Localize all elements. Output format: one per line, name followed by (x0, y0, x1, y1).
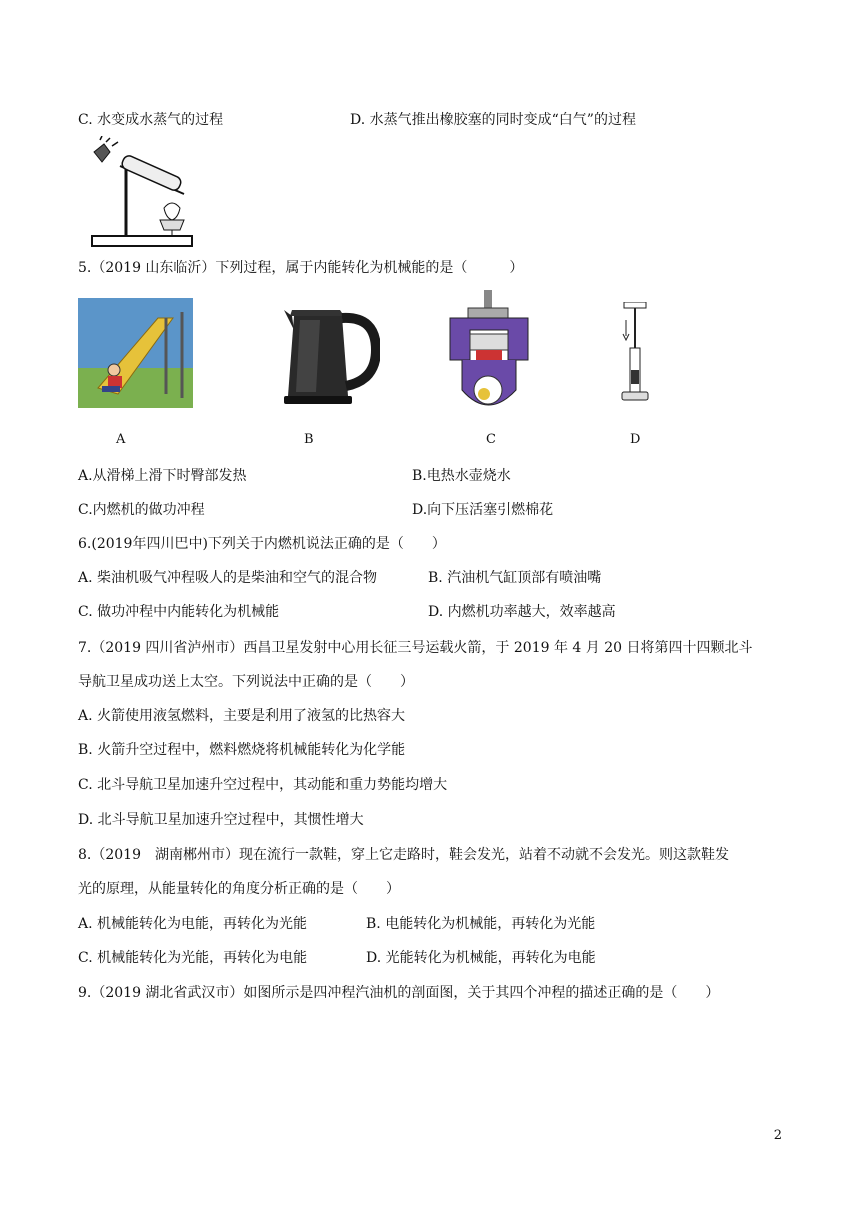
figure-caption-b: B (304, 432, 314, 447)
q8-option-c: C. 机械能转化为光能，再转化为电能 (78, 950, 308, 966)
q9-stem: 9.（2019 湖北省武汉市）如图所示是四冲程汽油机的剖面图，关于其四个冲程的描述正确的是（ ） (78, 985, 720, 1001)
test-tube-heating-figure (86, 136, 198, 248)
q7-option-c: C. 北斗导航卫星加速升空过程中，其动能和重力势能均增大 (78, 777, 448, 793)
q7-option-a: A. 火箭使用液氢燃料，主要是利用了液氢的比热容大 (78, 708, 406, 724)
q6-option-b: B. 汽油机气缸顶部有喷油嘴 (428, 570, 602, 586)
q5-option-c: C.内燃机的做功冲程 (78, 502, 205, 518)
q8-stem-line-1: 8.（2019 湖南郴州市）现在流行一款鞋，穿上它走路时，鞋会发光，站着不动就不会发光。则这款鞋发 (78, 847, 729, 863)
q6-option-c: C. 做功冲程中内能转化为机械能 (78, 604, 280, 620)
figure-caption-d: D (630, 432, 641, 447)
q8-option-d: D. 光能转化为机械能，再转化为电能 (366, 950, 596, 966)
electric-kettle-figure (280, 300, 380, 406)
q7-stem-line-1: 7.（2019 四川省泸州市）西昌卫星发射中心用长征三号运载火箭，于 2019 年 4 月 20 日将第四十四颗北斗 (78, 640, 753, 656)
page-number: 2 (773, 1128, 782, 1143)
q5-stem: 5.（2019 山东临沂）下列过程，属于内能转化为机械能的是（ ） (78, 260, 524, 276)
q7-stem-line-2: 导航卫星成功送上太空。下列说法中正确的是（ ） (78, 674, 414, 690)
q8-stem-line-2: 光的原理，从能量转化的角度分析正确的是（ ） (78, 881, 400, 897)
q4-option-d: D. 水蒸气推出橡胶塞的同时变成“白气”的过程 (350, 112, 636, 128)
internal-combustion-engine-figure (448, 290, 530, 418)
q8-option-a: A. 机械能转化为电能，再转化为光能 (78, 916, 308, 932)
slide-figure (78, 298, 193, 408)
q5-option-d: D.向下压活塞引燃棉花 (412, 502, 554, 518)
figure-caption-a: A (116, 432, 126, 447)
figure-caption-c: C (486, 432, 496, 447)
q5-option-b: B.电热水壶烧水 (412, 468, 511, 484)
q5-option-a: A.从滑梯上滑下时臀部发热 (78, 468, 247, 484)
q4-option-c: C. 水变成水蒸气的过程 (78, 112, 224, 128)
q6-stem: 6.(2019年四川巴中)下列关于内燃机说法正确的是（ ） (78, 536, 446, 552)
q6-option-d: D. 内燃机功率越大，效率越高 (428, 604, 616, 620)
fire-piston-figure (618, 302, 652, 404)
q6-option-a: A. 柴油机吸气冲程吸人的是柴油和空气的混合物 (78, 570, 378, 586)
q7-option-b: B. 火箭升空过程中，燃料燃烧将机械能转化为化学能 (78, 742, 406, 758)
q7-option-d: D. 北斗导航卫星加速升空过程中，其惯性增大 (78, 812, 364, 828)
q8-option-b: B. 电能转化为机械能，再转化为光能 (366, 916, 596, 932)
